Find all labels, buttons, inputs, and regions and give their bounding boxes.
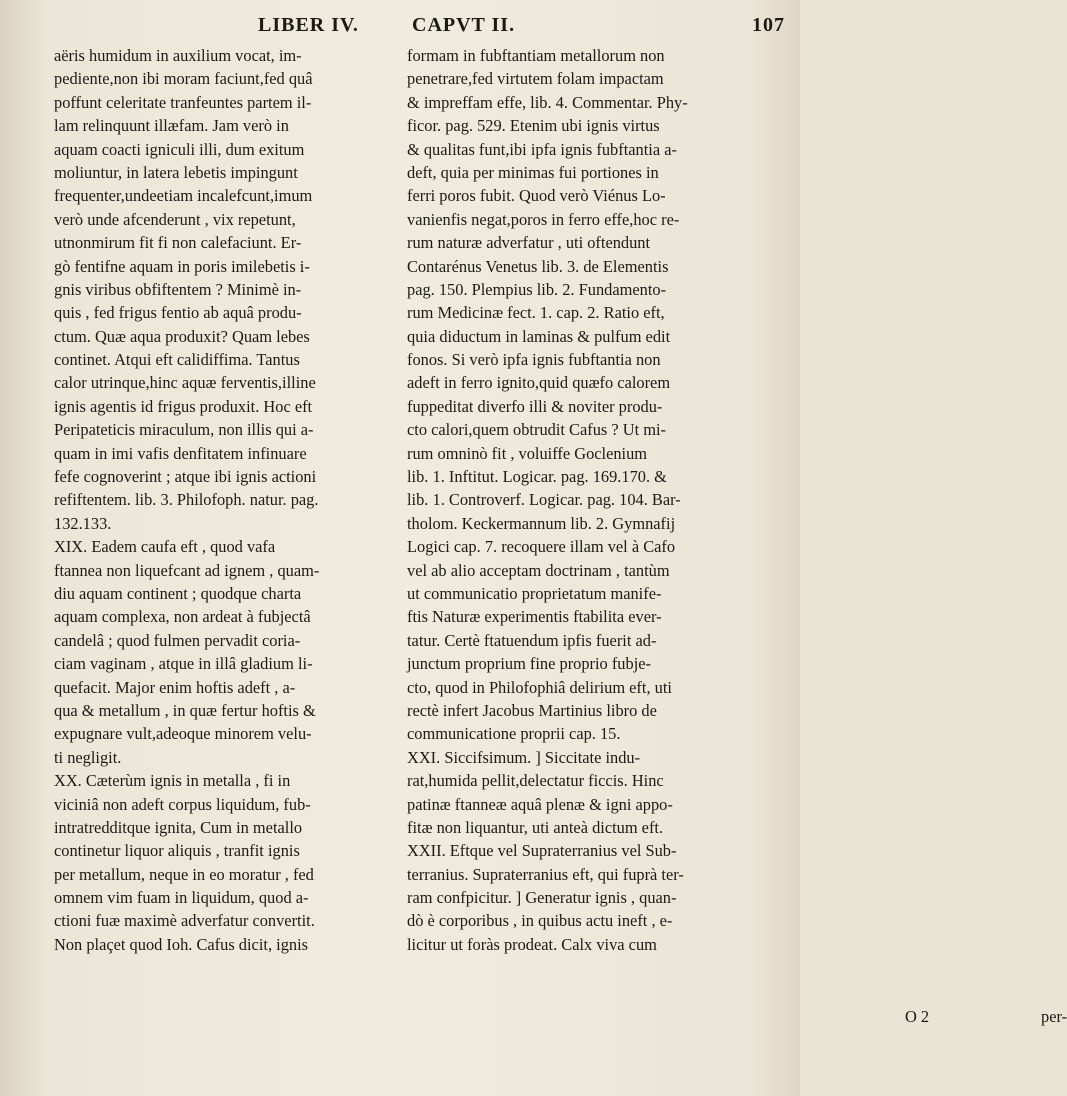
text-line: ignis agentis id frigus produxit. Hoc eft xyxy=(54,396,313,416)
text-line: viciniâ non adeft corpus liquidum, fub- xyxy=(54,794,311,814)
text-line: lam relinquunt illæfam. Jam verò in xyxy=(54,116,289,136)
text-line: Non plaçet quod Ioh. Cafus dicit, ignis xyxy=(54,934,309,954)
text-line: lib. 1. Inftitut. Logicar. pag. 169.170. & xyxy=(407,467,667,487)
text-line: rat,humida pellit,delectatur ficcis. Hinc xyxy=(407,771,664,791)
text-line: penetrare,fed virtutem folam impactam xyxy=(407,69,664,89)
text-line: cto calori,quem obtrudit Cafus ? Ut mi- xyxy=(407,420,667,440)
page-number: 107 xyxy=(752,14,785,36)
running-title-right: CAPVT II. xyxy=(412,14,516,36)
text-line: ftannea non liquefcant ad ignem , quam- xyxy=(54,560,320,580)
text-line: moliuntur, in latera lebetis impingunt xyxy=(54,162,298,182)
text-line: verò unde afcenderunt , vix repetunt, xyxy=(54,209,296,229)
text-line: XIX. Eadem caufa eft , quod vafa xyxy=(54,537,276,557)
text-line: aquam complexa, non ardeat à fubjectâ xyxy=(54,607,311,627)
text-line: frequenter,undeetiam incalefcunt,imum xyxy=(54,186,313,206)
text-line: adeft in ferro ignito,quid quæfo calorem xyxy=(407,373,671,393)
text-line: ut communicatio proprietatum manife- xyxy=(407,583,662,603)
text-line: patinæ ftanneæ aquâ plenæ & igni appo- xyxy=(407,794,673,814)
text-line: rum naturæ adverfatur , uti oftendunt xyxy=(407,233,651,253)
text-line: communicatione proprii cap. 15. xyxy=(407,724,621,744)
text-line: lib. 1. Controverf. Logicar. pag. 104. Bar- xyxy=(407,490,681,510)
text-line: gnis viribus obfiftentem ? Minimè in- xyxy=(54,279,302,299)
text-line: ferri poros fubit. Quod verò Viénus Lo- xyxy=(407,186,666,206)
text-line: terranius. Supraterranius eft, qui fuprà ter- xyxy=(407,864,684,884)
text-line: XXII. Eftque vel Supraterranius vel Sub- xyxy=(407,841,677,861)
running-header xyxy=(0,14,800,40)
text-line: refiftentem. lib. 3. Philofoph. natur. pag. xyxy=(54,490,319,510)
text-line: fonos. Si verò ipfa ignis fubftantia non xyxy=(407,350,661,370)
catchword: per- xyxy=(1041,1007,1067,1026)
right-text-column xyxy=(407,44,785,956)
text-line: rectè infert Jacobus Martinius libro de xyxy=(407,700,657,720)
text-line: qua & metallum , in quæ fertur hoftis & xyxy=(54,700,316,720)
text-line: rum omninò fit , voluiffe Goclenium xyxy=(407,443,648,463)
text-line: XX. Cæterùm ignis in metalla , fi in xyxy=(54,771,291,791)
text-line: tholom. Keckermannum lib. 2. Gymnafij xyxy=(407,513,676,533)
text-line: quefacit. Major enim hoftis adeft , a- xyxy=(54,677,296,697)
text-line: Logici cap. 7. recoquere illam vel à Cafo xyxy=(407,537,676,557)
text-line: calor utrinque,hinc aquæ ferventis,illine xyxy=(54,373,316,393)
text-line: aquam coacti igniculi illi, dum exitum xyxy=(54,139,305,159)
text-line: per metallum, neque in eo moratur , fed xyxy=(54,864,314,884)
text-line: omnem vim fuam in liquidum, quod a- xyxy=(54,888,309,908)
text-line: & qualitas funt,ibi ipfa ignis fubftantia a- xyxy=(407,139,677,159)
text-line: ctum. Quæ aqua produxit? Quam lebes xyxy=(54,326,310,346)
text-line: ftis Naturæ experimentis ftabilita ever- xyxy=(407,607,662,627)
text-line: fitæ non liquantur, uti anteà dictum eft. xyxy=(407,817,664,837)
text-line: ficor. pag. 529. Etenim ubi ignis virtus xyxy=(407,116,660,136)
text-line: vel ab alio acceptam doctrinam , tantùm xyxy=(407,560,670,580)
text-line: expugnare vult,adeoque minorem velu- xyxy=(54,724,312,744)
text-line: fuppeditat diverfo illi & noviter produ- xyxy=(407,396,663,416)
text-line: ciam vaginam , atque in illâ gladium li- xyxy=(54,654,313,674)
text-line: cto, quod in Philofophiâ delirium eft, uti xyxy=(407,677,672,697)
text-line: fefe cognoverint ; atque ibi ignis actioni xyxy=(54,467,317,487)
text-line: utnonmirum fit fi non calefaciunt. Er- xyxy=(54,233,302,253)
text-line: pag. 150. Plempius lib. 2. Fundamento- xyxy=(407,279,667,299)
text-line: quis , fed frigus fentio ab aquâ produ- xyxy=(54,303,302,323)
text-line: pediente,non ibi moram faciunt,fed quâ xyxy=(54,69,313,89)
text-line: gò fentifne aquam in poris imilebetis i- xyxy=(54,256,310,276)
text-line: & impreffam effe, lib. 4. Commentar. Phy- xyxy=(407,92,688,112)
running-title-left: LIBER IV. xyxy=(258,14,359,36)
text-line: quia diductum in laminas & pulfum edit xyxy=(407,326,671,346)
text-line: diu aquam continent ; quodque charta xyxy=(54,583,302,603)
text-line: quam in imi vafis denfitatem infinuare xyxy=(54,443,307,463)
left-text-column xyxy=(54,44,404,956)
text-line: poffunt celeritate tranfeuntes partem il- xyxy=(54,92,312,112)
text-line: intratredditque ignita, Cum in metallo xyxy=(54,817,303,837)
text-line: XXI. Siccifsimum. ] Siccitate indu- xyxy=(407,747,641,767)
text-line: 132.133. xyxy=(54,513,112,533)
signature-mark: O 2 xyxy=(905,1007,930,1026)
text-line: licitur ut foràs prodeat. Calx viva cum xyxy=(407,934,657,954)
text-line: formam in fubftantiam metallorum non xyxy=(407,46,665,65)
text-line: ram confpicitur. ] Generatur ignis , quan- xyxy=(407,888,677,908)
text-line: deft, quia per minimas fui portiones in xyxy=(407,162,659,182)
text-line: junctum proprium fine proprio fubje- xyxy=(407,654,651,674)
text-line: candelâ ; quod fulmen pervadit coria- xyxy=(54,630,301,650)
text-line: rum Medicinæ fect. 1. cap. 2. Ratio eft, xyxy=(407,303,665,323)
text-line: vanienfis negat,poros in ferro effe,hoc re- xyxy=(407,209,680,229)
text-line: dò è corporibus , in quibus actu ineft , e- xyxy=(407,911,673,931)
text-line: Peripateticis miraculum, non illis qui a- xyxy=(54,420,314,440)
text-line: aëris humidum in auxilium vocat, im- xyxy=(54,46,302,65)
text-line: Contarénus Venetus lib. 3. de Elementis xyxy=(407,256,669,276)
text-line: continet. Atqui eft calidiffima. Tantus xyxy=(54,350,300,370)
text-line: continetur liquor aliquis , tranfit ignis xyxy=(54,841,300,861)
text-line: ti negligit. xyxy=(54,747,122,767)
text-line: ctioni fuæ maximè adverfatur convertit. xyxy=(54,911,315,931)
text-line: tatur. Certè ftatuendum ipfis fuerit ad- xyxy=(407,630,657,650)
